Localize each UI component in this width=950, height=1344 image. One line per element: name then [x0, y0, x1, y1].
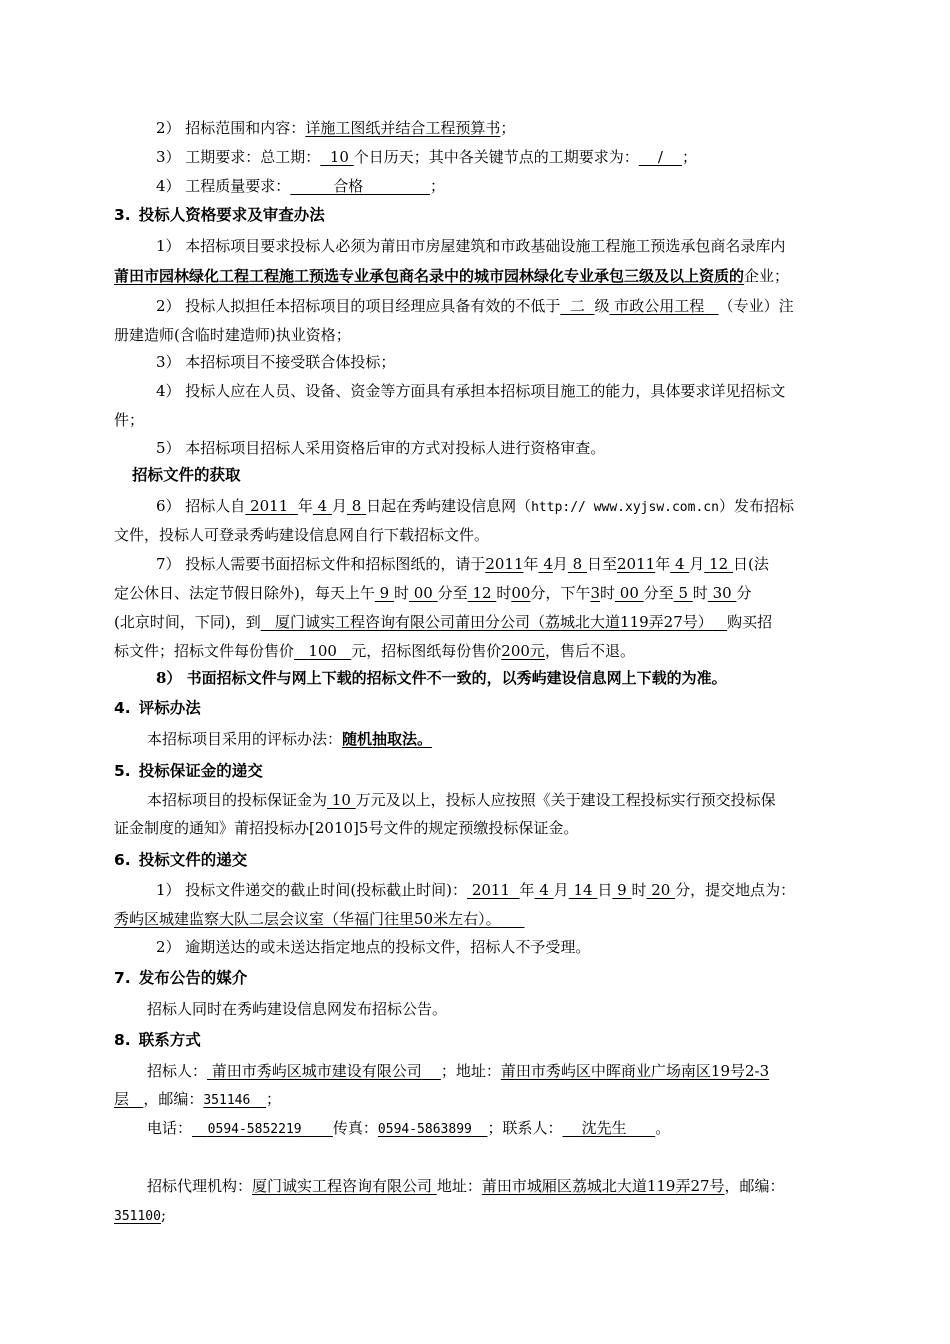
s3-item-4-line-2: 件；	[114, 411, 145, 429]
section-3-heading: 3. 投标人资格要求及审查办法	[114, 206, 325, 224]
item-quality: 4） 工程质量要求： 合格 ；	[156, 177, 446, 195]
media-text: 招标人同时在秀屿建设信息网发布招标公告。	[147, 1000, 448, 1018]
s3-item-1-line-1: 1） 本招标项目要求投标人必须为莆田市房屋建筑和市政基础设施工程施工预选承包商名录库内	[156, 237, 786, 255]
item-scope: 2） 招标范围和内容：详施工图纸并结合工程预算书；	[156, 119, 516, 137]
phone-number: 0594-5852219	[207, 1122, 302, 1137]
agent-line-1: 招标代理机构：厦门诚实工程咨询有限公司 地址：莆田市城厢区荔城北大道119弄27号，邮编：	[147, 1177, 785, 1195]
section-8-heading: 8. 联系方式	[114, 1031, 201, 1049]
s3-item-3: 3） 本招标项目不接受联合体投标；	[156, 353, 396, 371]
qualification-requirement: 莆田市园林绿化工程工程施工预选专业承包商名录中的城市园林绿化专业承包三级及以上资质的	[114, 267, 745, 285]
doc-item-8: 8） 书面招标文件与网上下载的招标文件不一致的，以秀屿建设信息网上下载的为准。	[156, 669, 727, 687]
doc-item-7-line-4: 标文件；招标文件每份售价 100 元，招标图纸每份售价200元，售后不退。	[114, 642, 635, 660]
contact-line: 电话： 0594-5852219 传真：0594-5863899 ；联系人： 沈先生 。	[147, 1119, 671, 1137]
deposit-line-1: 本招标项目的投标保证金为 10 万元及以上，投标人应按照《关于建设工程投标实行预交投标保	[147, 791, 776, 809]
website-url: http:// www.xyjsw.com.cn	[531, 500, 719, 515]
s3-item-4-line-1: 4） 投标人应在人员、设备、资金等方面具有承担本招标项目施工的能力，具体要求详见招标文	[156, 382, 786, 400]
s3-item-2-line-2: 册建造师(含临时建造师)执业资格；	[114, 326, 351, 344]
agent-line-2: 351100;	[114, 1206, 167, 1224]
item-duration: 3） 工期要求：总工期： 10 个日历天；其中各关键节点的工期要求为： / ；	[156, 148, 697, 166]
purchase-location: 厦门诚实工程咨询有限公司莆田分公司（荔城北大道119弄27号）	[275, 613, 713, 631]
tenderer-address: 莆田市秀屿区中晖商业广场南区19号2-3	[500, 1062, 770, 1080]
contact-person: 沈先生	[581, 1119, 627, 1137]
doc-item-7-line-3: (北京时间，下同)，到 厦门诚实工程咨询有限公司莆田分公司（荔城北大道119弄27号） 购买招	[114, 613, 773, 631]
scope-value: 详施工图纸并结合工程预算书	[305, 119, 501, 137]
s3-item-2-line-1: 2） 投标人拟担任本招标项目的项目经理应具备有效的不低于 二 级 市政公用工程 （专业）注	[156, 297, 794, 315]
doc-item-7-line-1: 7） 投标人需要书面招标文件和招标图纸的，请于2011年 4月 8 日至2011年 4 月 12 日(法	[156, 555, 769, 573]
s3-item-5: 5） 本招标项目招标人采用资格后审的方式对投标人进行资格审查。	[156, 439, 606, 457]
submission-line-2	[114, 909, 524, 929]
tenderer-name: 莆田市秀屿区城市建设有限公司	[211, 1062, 422, 1080]
evaluation-method: 本招标项目采用的评标办法：随机抽取法。	[147, 730, 433, 748]
section-6-heading: 6. 投标文件的递交	[114, 851, 248, 869]
section-5-heading: 5. 投标保证金的递交	[114, 762, 263, 780]
section-4-heading: 4. 评标办法	[114, 699, 201, 717]
section-7-heading: 7. 发布公告的媒介	[114, 969, 248, 987]
s3-item-1-line-2: 莆田市园林绿化工程工程施工预选专业承包商名录中的城市园林绿化专业承包三级及以上资质的企业；	[114, 267, 790, 285]
submission-place: 秀屿区城建监察大队二层会议室（华福门往里50米左右）。	[114, 910, 501, 928]
submission-line-1: 1） 投标文件递交的截止时间(投标截止时间)： 2011 年 4 月 14 日 9 时 20 分，提交地点为：	[156, 881, 796, 899]
duration-days: 10	[329, 148, 349, 166]
doc-item-6-line-2: 文件，投标人可登录秀屿建设信息网自行下载招标文件。	[114, 526, 490, 544]
tenderer-line-2: 层 ，邮编：351146 ；	[114, 1090, 281, 1108]
quality-value: 合格	[333, 177, 364, 195]
deposit-line-2: 证金制度的通知》莆招投标办[2010]5号文件的规定预缴投标保证金。	[114, 819, 579, 837]
agent-zip: 351100	[114, 1209, 161, 1224]
tenderer-line-1: 招标人： 莆田市秀屿区城市建设有限公司 ；地址：莆田市秀屿区中晖商业广场南区19号2-3	[147, 1062, 770, 1080]
fax-number: 0594-5863899	[377, 1122, 472, 1137]
doc-section-heading: 招标文件的获取	[132, 466, 241, 484]
doc-item-7-line-2: 定公休日、法定节假日除外)，每天上午 9 时 00 分至 12 时00分，下午3时 00 分至 5 时 30 分	[114, 584, 752, 602]
submission-item-2: 2） 逾期送达的或未送达指定地点的投标文件，招标人不予受理。	[156, 938, 591, 956]
agent-address: 莆田市城厢区荔城北大道119弄27号	[481, 1177, 725, 1195]
doc-item-6-line-1: 6） 招标人自 2011 年 4 月 8 日起在秀屿建设信息网（http:// www.xyjsw.com.cn）发布招标	[156, 497, 794, 515]
agent-name: 厦门诚实工程咨询有限公司	[252, 1177, 433, 1195]
